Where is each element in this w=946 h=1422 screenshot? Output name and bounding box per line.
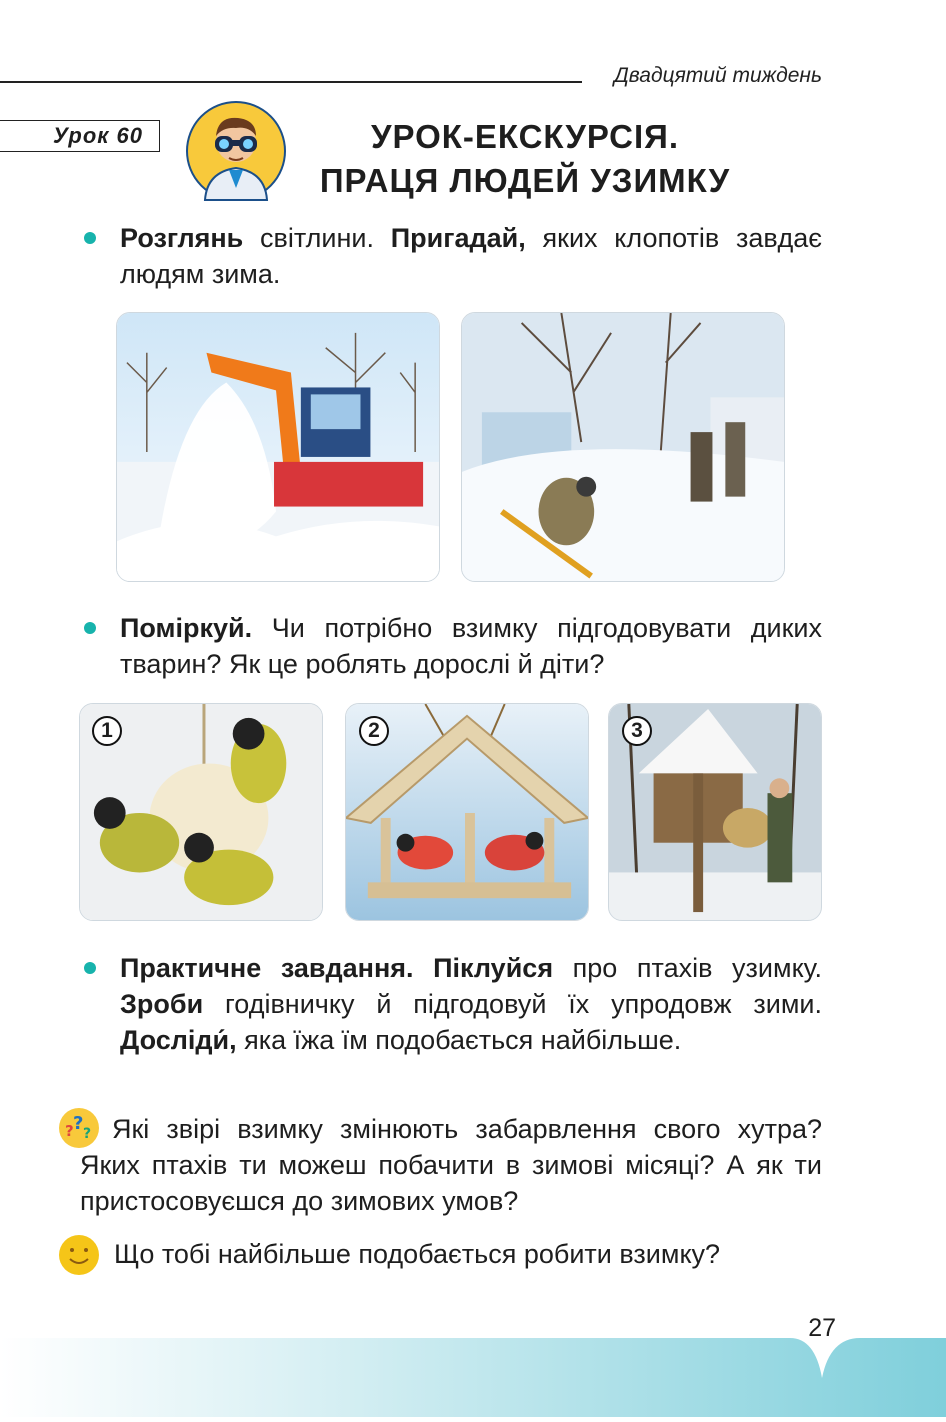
page-number: 27 — [808, 1314, 836, 1342]
photo-number-2: 2 — [359, 716, 389, 746]
task-3-keyword-care: Піклуйся — [433, 953, 554, 983]
task-3-span-2: про птахів узимку. — [553, 953, 822, 983]
photo-number-3: 3 — [622, 716, 652, 746]
task-3-span — [414, 953, 434, 983]
task-3-span-3: годівничку й підгодовуй їх упродовж зими. — [203, 989, 822, 1019]
people-shoveling-snow-photo — [461, 312, 785, 582]
lesson-label: Урок 60 — [0, 120, 160, 152]
task-3-span-4: яка їжа їм подобається найбільше. — [236, 1025, 682, 1055]
task-1-keyword-look: Розглянь — [120, 223, 244, 253]
task-3-keyword-practical: Практичне завдання. — [120, 953, 414, 983]
svg-text:?: ? — [73, 1113, 84, 1134]
task-3-keyword-research: Досліди́, — [120, 1025, 237, 1055]
svg-text:?: ? — [83, 1126, 92, 1142]
task-2-text — [120, 610, 822, 682]
smiley-face-icon — [58, 1234, 100, 1276]
header-rule — [0, 81, 582, 83]
week-label: Двадцятий тиждень — [614, 64, 822, 87]
task-1-text — [120, 220, 822, 292]
question-text: Які звірі взимку змінюють забарвлення свого хутра? Яких птахів ти можеш побачити в зимові місяці? А як ти пристосовуєшся до зимових умов? — [80, 1114, 822, 1216]
title-line-1: УРОК-ЕКСКУРСІЯ. — [370, 118, 680, 155]
bullet-icon — [84, 622, 96, 634]
task-2-span: Чи потрібно взимку підгодовувати диких тварин? Як це роблять дорослі й діти? — [120, 613, 822, 679]
task-1-keyword-recall: Пригадай, — [390, 223, 526, 253]
task-1-span-2: яких клопотів завдає людям зима. — [120, 223, 822, 289]
photo-number-1: 1 — [92, 716, 122, 746]
task-2-keyword-think: Поміркуй. — [120, 613, 253, 643]
snow-blower-tractor-photo — [116, 312, 440, 582]
bullet-icon — [84, 962, 96, 974]
bullet-icon — [84, 232, 96, 244]
svg-text:?: ? — [65, 1122, 74, 1140]
footer-band — [0, 1338, 946, 1417]
page-title — [290, 115, 760, 203]
reflection-text: Що тобі найбільше подобається робити взимку? — [114, 1239, 721, 1269]
title-line-2: ПРАЦЯ ЛЮДЕЙ УЗИМКУ — [319, 162, 731, 199]
task-3-text — [120, 950, 822, 1058]
explorer-with-binoculars-icon — [185, 100, 287, 202]
task-3-keyword-make: Зроби — [120, 989, 204, 1019]
task-1-span: світлини. — [243, 223, 391, 253]
